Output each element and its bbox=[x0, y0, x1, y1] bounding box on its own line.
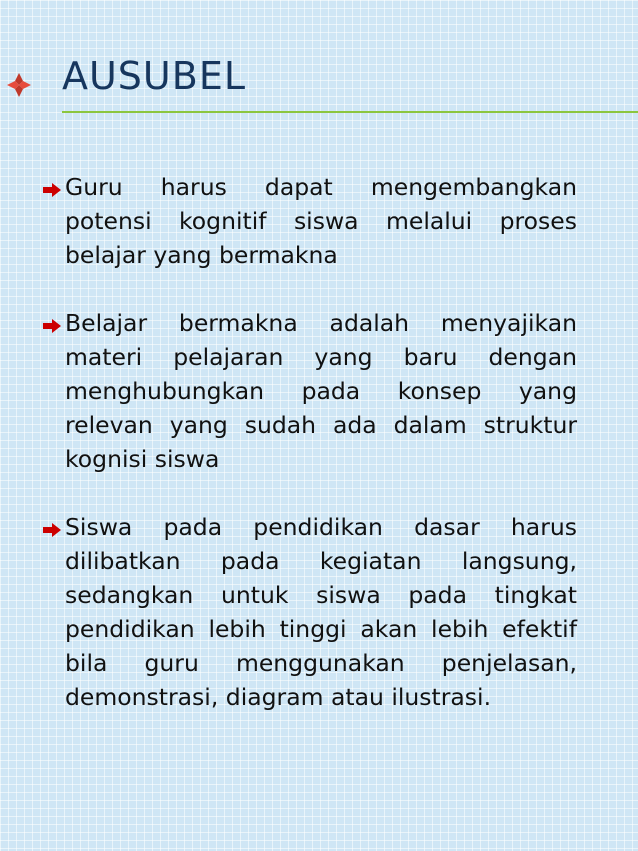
arrow-bullet-icon bbox=[42, 522, 62, 538]
bullet-text: Belajar bermakna adalah menyajikan materi pelajaran yang baru dengan menghubungkan pada konsep yang relevan yang sudah ada dalam struktur kognisi siswa bbox=[65, 309, 577, 473]
arrow-bullet-icon bbox=[42, 182, 62, 198]
bullet-item bbox=[42, 306, 582, 476]
arrow-bullet-icon bbox=[42, 318, 62, 334]
diamond-bullet-icon bbox=[6, 72, 32, 98]
title-divider bbox=[62, 111, 638, 113]
slide-title: AUSUBEL bbox=[62, 54, 246, 98]
bullet-item bbox=[42, 510, 582, 714]
bullet-text: Siswa pada pendidikan dasar harus dilibatkan pada kegiatan langsung, sedangkan untuk siswa pada tingkat pendidikan lebih tinggi akan lebih efektif bila guru menggunakan penjelasan, demonstrasi, diagram atau ilustrasi. bbox=[65, 513, 577, 711]
bullet-text: Guru harus dapat mengembangkan potensi kognitif siswa melalui proses belajar yang bermakna bbox=[65, 173, 577, 269]
bullet-list bbox=[42, 170, 582, 748]
bullet-item bbox=[42, 170, 582, 272]
